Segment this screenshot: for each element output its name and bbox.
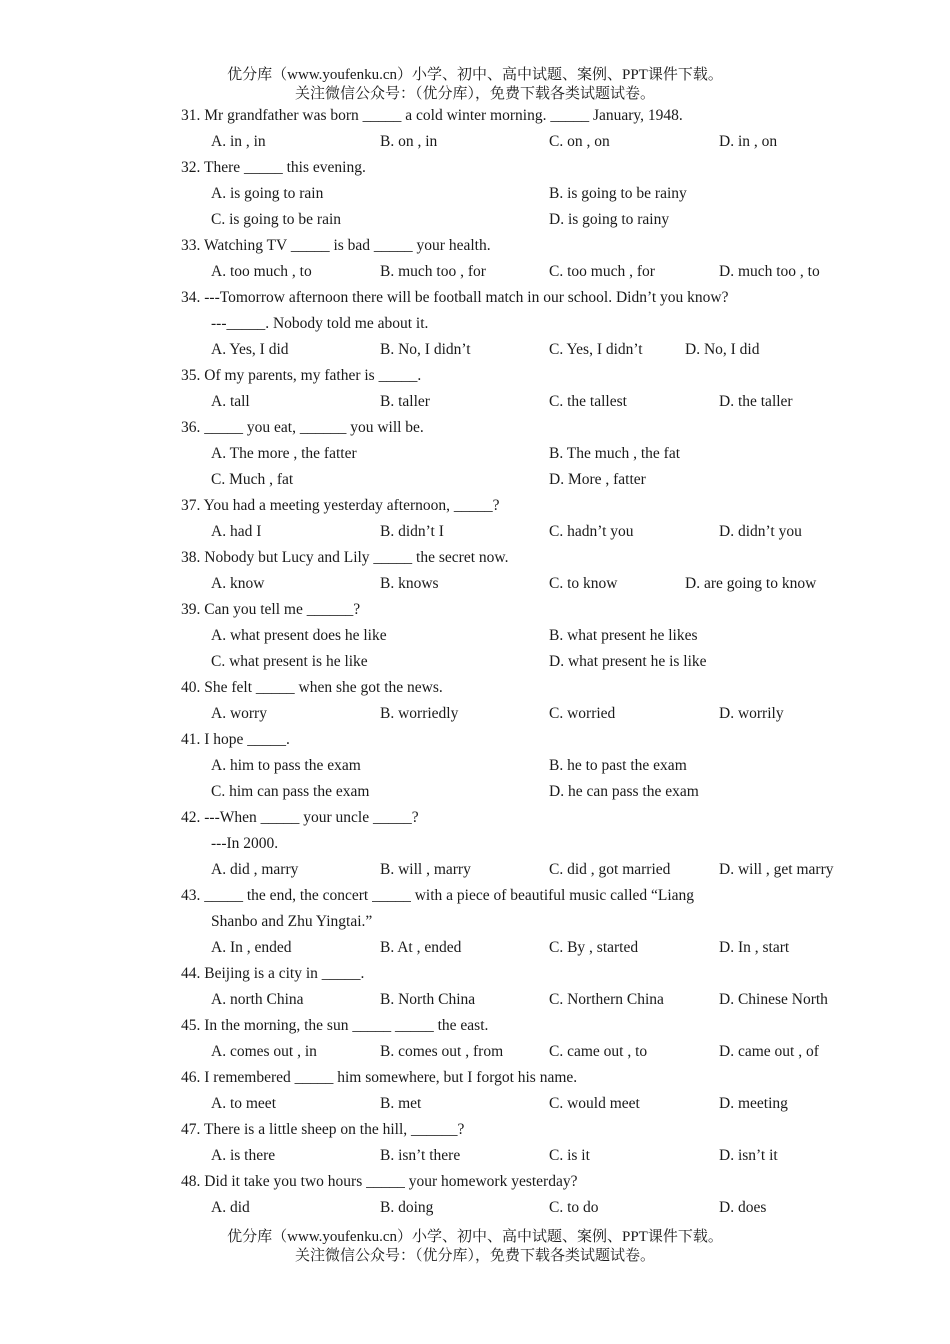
question-34-options bbox=[181, 337, 881, 363]
option-b: B. The much , the fat bbox=[549, 445, 681, 462]
option-d: D. No, I did bbox=[685, 341, 760, 358]
question-31-options bbox=[181, 129, 881, 155]
option-a: A. is there bbox=[211, 1147, 276, 1164]
option-c: C. too much , for bbox=[549, 263, 655, 280]
option-b: B. taller bbox=[380, 393, 430, 410]
option-b: B. North China bbox=[380, 991, 476, 1008]
option-d: D. worrily bbox=[719, 705, 784, 722]
option-a: A. worry bbox=[211, 705, 267, 722]
question-41-stem: 41. I hope _____. bbox=[181, 731, 290, 748]
option-a: A. is going to rain bbox=[211, 185, 324, 202]
option-a: A. did bbox=[211, 1199, 250, 1216]
option-d: D. came out , of bbox=[719, 1043, 819, 1060]
question-40-options bbox=[181, 701, 881, 727]
question-42-stem-continued: ---In 2000. bbox=[211, 835, 279, 852]
option-b: B. doing bbox=[380, 1199, 434, 1216]
question-36-options-ab bbox=[181, 441, 881, 467]
header-line-2: 关注微信公众号：（优分库），免费下载各类试题试卷。 bbox=[294, 86, 655, 102]
option-a: A. too much , to bbox=[211, 263, 312, 280]
option-a: A. in , in bbox=[211, 133, 266, 150]
option-c: C. By , started bbox=[549, 939, 639, 956]
page-header bbox=[0, 66, 950, 104]
option-b: B. knows bbox=[380, 575, 439, 592]
question-41-options-ab bbox=[181, 753, 881, 779]
option-a: A. know bbox=[211, 575, 265, 592]
question-39-options-cd bbox=[181, 649, 881, 675]
option-c: C. him can pass the exam bbox=[211, 783, 370, 800]
option-c: C. came out , to bbox=[549, 1043, 648, 1060]
question-39-stem: 39. Can you tell me ______? bbox=[181, 601, 361, 618]
question-46-stem: 46. I remembered _____ him somewhere, but I forgot his name. bbox=[181, 1069, 578, 1086]
option-d: D. will , get marry bbox=[719, 861, 834, 878]
question-39-options-ab bbox=[181, 623, 881, 649]
option-d: D. much too , to bbox=[719, 263, 820, 280]
option-b: B. met bbox=[380, 1095, 422, 1112]
question-42-options bbox=[181, 857, 881, 883]
option-c: C. hadn’t you bbox=[549, 523, 634, 540]
option-b: B. didn’t I bbox=[380, 523, 444, 540]
option-c: C. would meet bbox=[549, 1095, 640, 1112]
question-36-stem: 36. _____ you eat, ______ you will be. bbox=[181, 419, 424, 436]
option-b: B. what present he likes bbox=[549, 627, 698, 644]
question-46-options bbox=[181, 1091, 881, 1117]
question-32-options-ab bbox=[181, 181, 881, 207]
question-34-stem-continued: ---_____. Nobody told me about it. bbox=[211, 315, 429, 332]
option-a: A. him to pass the exam bbox=[211, 757, 361, 774]
option-a: A. north China bbox=[211, 991, 304, 1008]
option-c: C. Much , fat bbox=[211, 471, 294, 488]
question-43-options bbox=[181, 935, 881, 961]
option-d: D. didn’t you bbox=[719, 523, 802, 540]
option-d: D. is going to rainy bbox=[549, 211, 670, 228]
option-a: A. Yes, I did bbox=[211, 341, 289, 358]
question-42-stem: 42. ---When _____ your uncle _____? bbox=[181, 809, 419, 826]
option-c: C. Northern China bbox=[549, 991, 664, 1008]
option-d: D. what present he is like bbox=[549, 653, 707, 670]
option-d: D. In , start bbox=[719, 939, 790, 956]
option-a: A. comes out , in bbox=[211, 1043, 317, 1060]
question-33-options bbox=[181, 259, 881, 285]
footer-line-1: 优分库（www.youfenku.cn）小学、初中、高中试题、案例、PPT课件下载。 bbox=[227, 1229, 723, 1245]
option-c: C. is going to be rain bbox=[211, 211, 342, 228]
question-32-stem: 32. There _____ this evening. bbox=[181, 159, 366, 176]
question-35-stem: 35. Of my parents, my father is _____. bbox=[181, 367, 422, 384]
option-b: B. comes out , from bbox=[380, 1043, 504, 1060]
page-footer bbox=[0, 1228, 950, 1266]
option-d: D. More , fatter bbox=[549, 471, 646, 488]
question-37-options bbox=[181, 519, 881, 545]
option-d: D. the taller bbox=[719, 393, 793, 410]
option-b: B. No, I didn’t bbox=[380, 341, 471, 358]
option-c: C. what present is he like bbox=[211, 653, 368, 670]
option-a: A. In , ended bbox=[211, 939, 292, 956]
option-c: C. Yes, I didn’t bbox=[549, 341, 643, 358]
option-a: A. did , marry bbox=[211, 861, 299, 878]
question-45-stem: 45. In the morning, the sun _____ _____ the east. bbox=[181, 1017, 489, 1034]
question-44-stem: 44. Beijing is a city in _____. bbox=[181, 965, 365, 982]
option-c: C. on , on bbox=[549, 133, 610, 150]
question-38-options bbox=[181, 571, 881, 597]
option-a: A. had I bbox=[211, 523, 262, 540]
question-31-stem: 31. Mr grandfather was born _____ a cold winter morning. _____ January, 1948. bbox=[181, 107, 683, 124]
question-38-stem: 38. Nobody but Lucy and Lily _____ the secret now. bbox=[181, 549, 509, 566]
question-34-stem: 34. ---Tomorrow afternoon there will be football match in our school. Didn’t you know? bbox=[181, 289, 729, 306]
option-b: B. he to past the exam bbox=[549, 757, 687, 774]
question-35-options bbox=[181, 389, 881, 415]
option-d: D. meeting bbox=[719, 1095, 788, 1112]
option-a: A. The more , the fatter bbox=[211, 445, 357, 462]
option-c: C. the tallest bbox=[549, 393, 627, 410]
option-a: A. to meet bbox=[211, 1095, 276, 1112]
option-b: B. much too , for bbox=[380, 263, 486, 280]
question-43-stem: 43. _____ the end, the concert _____ with a piece of beautiful music called “Liang bbox=[181, 887, 695, 904]
option-c: C. did , got married bbox=[549, 861, 671, 878]
question-44-options bbox=[181, 987, 881, 1013]
option-c: C. worried bbox=[549, 705, 616, 722]
option-b: B. isn’t there bbox=[380, 1147, 461, 1164]
option-a: A. tall bbox=[211, 393, 250, 410]
option-b: B. is going to be rainy bbox=[549, 185, 687, 202]
question-37-stem: 37. You had a meeting yesterday afternoon, _____? bbox=[181, 497, 500, 514]
option-d: D. in , on bbox=[719, 133, 778, 150]
footer-line-2: 关注微信公众号：（优分库），免费下载各类试题试卷。 bbox=[294, 1248, 655, 1264]
question-40-stem: 40. She felt _____ when she got the news. bbox=[181, 679, 443, 696]
option-b: B. worriedly bbox=[380, 705, 459, 722]
option-d: D. Chinese North bbox=[719, 991, 828, 1008]
question-list bbox=[181, 103, 881, 1221]
option-c: C. to do bbox=[549, 1199, 599, 1216]
option-c: C. to know bbox=[549, 575, 618, 592]
header-line-1: 优分库（www.youfenku.cn）小学、初中、高中试题、案例、PPT课件下载。 bbox=[227, 67, 723, 83]
option-d: D. are going to know bbox=[685, 575, 817, 592]
question-48-options bbox=[181, 1195, 881, 1221]
question-41-options-cd bbox=[181, 779, 881, 805]
option-c: C. is it bbox=[549, 1147, 590, 1164]
question-45-options bbox=[181, 1039, 881, 1065]
option-b: B. At , ended bbox=[380, 939, 462, 956]
question-36-options-cd bbox=[181, 467, 881, 493]
option-d: D. isn’t it bbox=[719, 1147, 778, 1164]
question-47-stem: 47. There is a little sheep on the hill, ______? bbox=[181, 1121, 465, 1138]
question-47-options bbox=[181, 1143, 881, 1169]
question-43-stem-continued: Shanbo and Zhu Yingtai.” bbox=[211, 913, 373, 930]
option-d: D. does bbox=[719, 1199, 767, 1216]
question-48-stem: 48. Did it take you two hours _____ your homework yesterday? bbox=[181, 1173, 578, 1190]
option-b: B. on , in bbox=[380, 133, 438, 150]
option-b: B. will , marry bbox=[380, 861, 471, 878]
question-33-stem: 33. Watching TV _____ is bad _____ your health. bbox=[181, 237, 491, 254]
option-d: D. he can pass the exam bbox=[549, 783, 699, 800]
option-a: A. what present does he like bbox=[211, 627, 387, 644]
question-32-options-cd bbox=[181, 207, 881, 233]
